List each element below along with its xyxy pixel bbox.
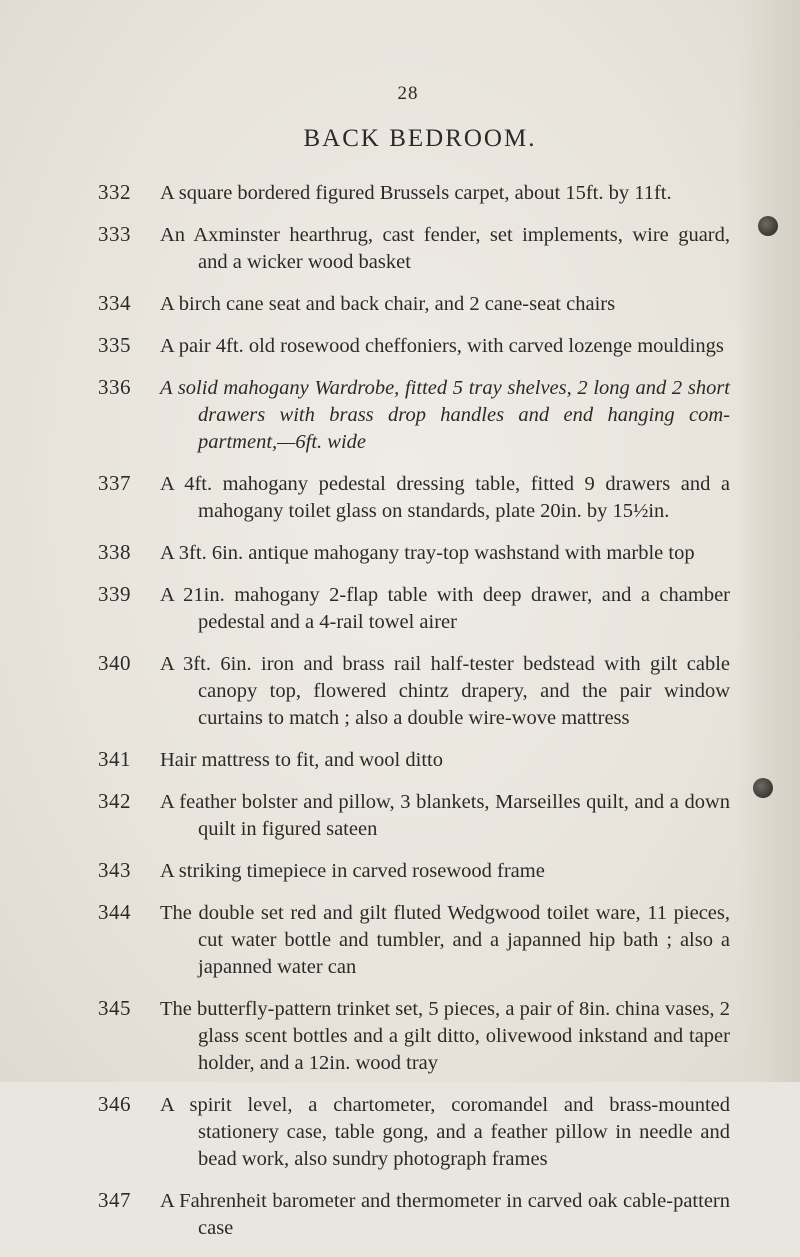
lot-number: 333 [98, 222, 131, 246]
lot-description: A 21in. mahogany 2-flap table with deep drawer, and a chamber pedestal and a 4-rail towel airer [160, 584, 730, 633]
lot-number: 343 [98, 858, 131, 882]
page-edge-shadow [738, 0, 800, 1082]
lot-entry [98, 540, 730, 567]
lot-entry [98, 789, 730, 843]
lot-entry [98, 471, 730, 525]
lot-entry [98, 651, 730, 732]
lot-entry [98, 900, 730, 981]
lot-description: A 4ft. mahogany pedestal dressing table, fitted 9 drawers and a mahogany toilet glass on standards, plate 20in. by 15½in. [160, 473, 730, 522]
lot-number: 340 [98, 651, 131, 675]
page-number: 28 [397, 83, 419, 104]
lot-description: The double set red and gilt fluted Wedgwood toilet ware, 11 pieces, cut water bottle and tumbler, and a japanned hip bath ; also a japanned water can [160, 902, 730, 978]
lot-list [98, 180, 730, 1257]
binding-hole-bottom [753, 778, 773, 798]
lot-number: 337 [98, 471, 131, 495]
lot-entry [98, 375, 730, 456]
lot-number: 335 [98, 333, 131, 357]
lot-number: 346 [98, 1092, 131, 1116]
lot-entry [98, 996, 730, 1077]
lot-description: A spirit level, a chartometer, coromandel and brass-mounted stationery case, table gong, and a feather pillow in needle and bead work, also sundry photograph frames [160, 1094, 730, 1170]
lot-description: A striking timepiece in carved rosewood frame [160, 860, 545, 882]
lot-number: 338 [98, 540, 131, 564]
lot-description: A 3ft. 6in. iron and brass rail half-tester bedstead with gilt cable canopy top, flowered chintz drapery, and the pair window curtains to match ; also a double wire-wove mattress [160, 653, 730, 729]
lot-entry [98, 1092, 730, 1173]
lot-number: 345 [98, 996, 131, 1020]
lot-description: A birch cane seat and back chair, and 2 cane-seat chairs [160, 293, 616, 315]
lot-number: 341 [98, 747, 131, 771]
lot-entry [98, 291, 730, 318]
lot-description: A feather bolster and pillow, 3 blankets, Marseilles quilt, and a down quilt in figured sateen [160, 791, 730, 840]
lot-description: An Axminster hearthrug, cast fender, set implements, wire guard, and a wicker wood basket [160, 224, 730, 273]
section-title: BACK BEDROOM. [303, 125, 537, 152]
lot-number: 344 [98, 900, 131, 924]
lot-entry [98, 222, 730, 276]
lot-number: 342 [98, 789, 131, 813]
lot-description: The butterfly-pattern trinket set, 5 pieces, a pair of 8in. china vases, 2 glass scent bottles and a gilt ditto, olivewood inkstand and taper holder, and a 12in. wood tray [160, 998, 730, 1074]
lot-number: 347 [98, 1188, 131, 1212]
binding-hole-top [758, 216, 778, 236]
lot-entry [98, 858, 730, 885]
lot-description: A pair 4ft. old rosewood cheffoniers, with carved lozenge mouldings [160, 335, 724, 357]
lot-entry [98, 180, 730, 207]
lot-number: 334 [98, 291, 131, 315]
lot-number: 336 [98, 375, 131, 399]
lot-description: A 3ft. 6in. antique mahogany tray-top washstand with marble top [160, 542, 695, 564]
lot-description: A Fahrenheit barometer and thermometer in carved oak cable-pattern case [160, 1190, 730, 1239]
lot-description: A square bordered figured Brussels carpet, about 15ft. by 11ft. [160, 182, 672, 204]
lot-description: Hair mattress to fit, and wool ditto [160, 749, 443, 771]
lot-entry [98, 747, 730, 774]
lot-number: 339 [98, 582, 131, 606]
lot-entry [98, 333, 730, 360]
lot-entry [98, 1188, 730, 1242]
lot-description: A solid mahogany Wardrobe, fitted 5 tray shelves, 2 long and 2 short drawers with brass drop handles and end hanging com-partment,—6ft. wide [160, 377, 730, 453]
lot-number: 332 [98, 180, 131, 204]
lot-entry [98, 582, 730, 636]
